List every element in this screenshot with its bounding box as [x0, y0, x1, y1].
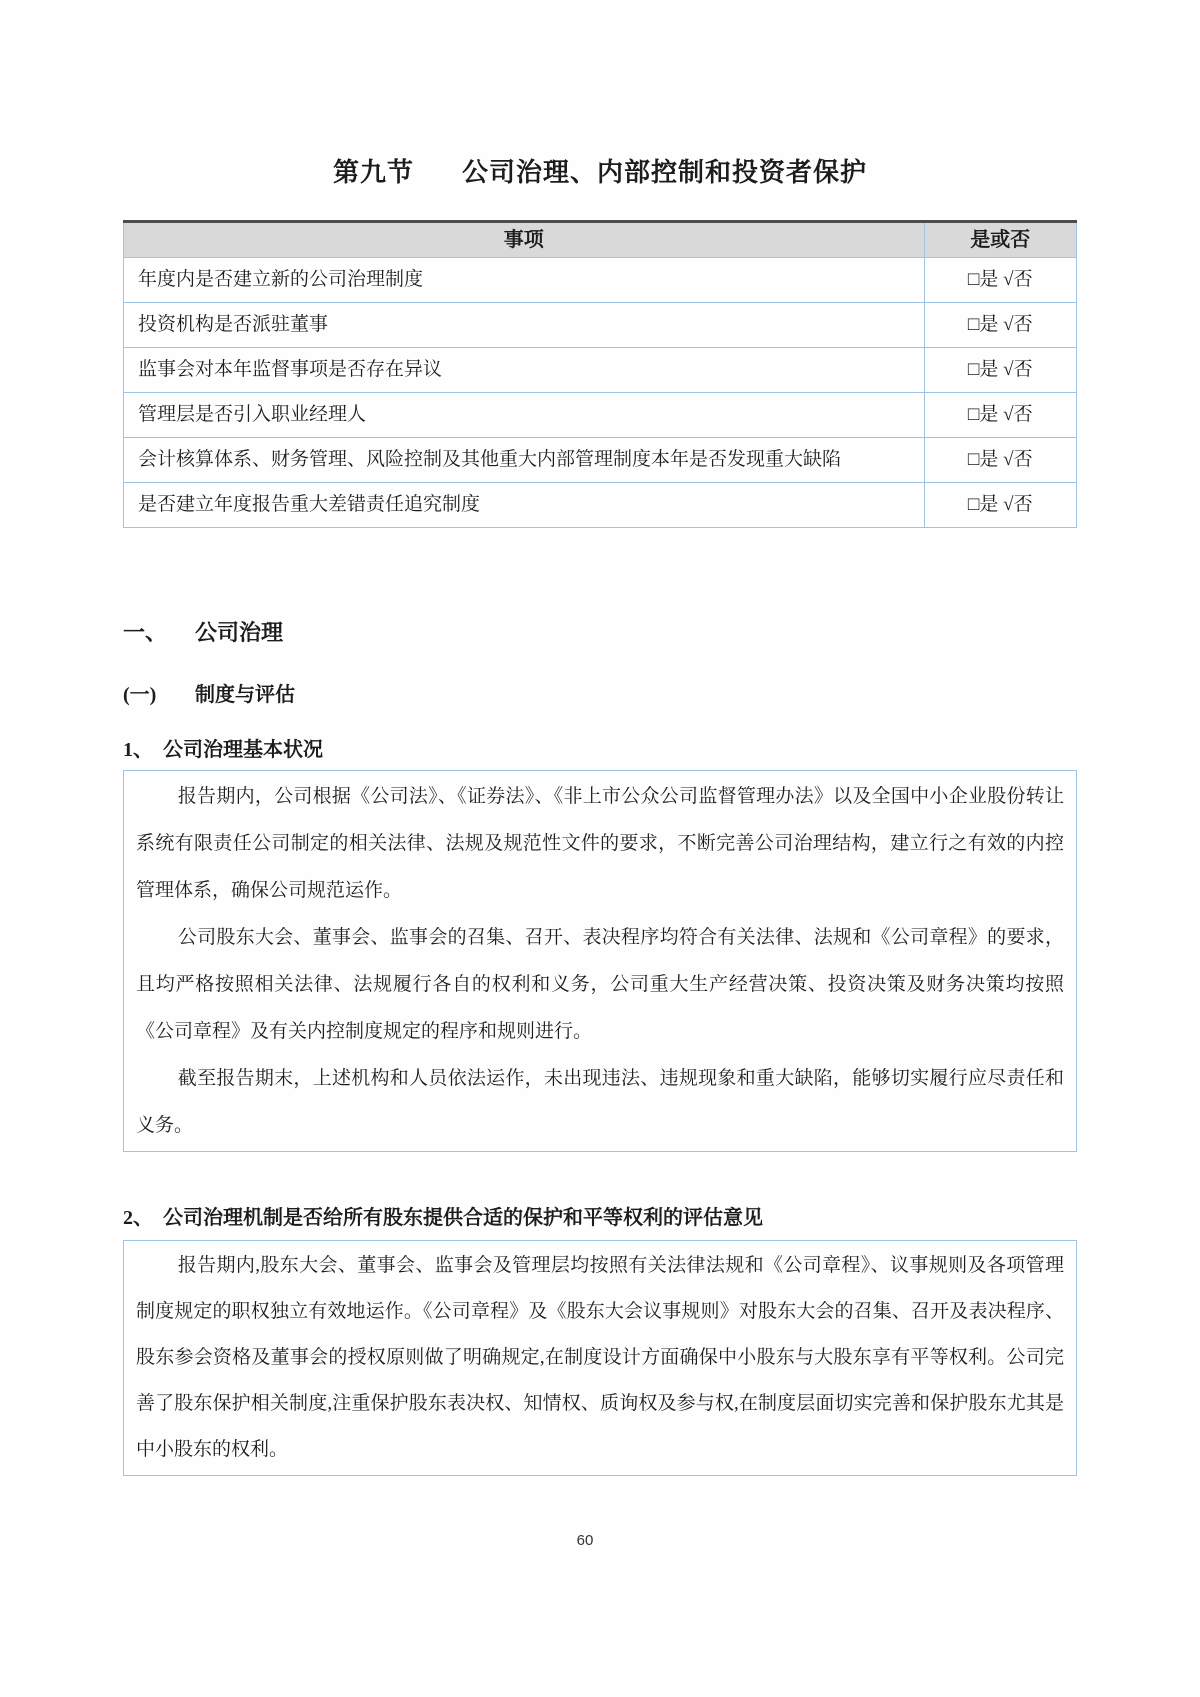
column-header-yesno: 是或否: [924, 222, 1076, 258]
paragraph: 公司股东大会、董事会、监事会的召集、召开、表决程序均符合有关法律、法规和《公司章程》的要求，且均严格按照相关法律、法规履行各自的权利和义务，公司重大生产经营决策、投资决策及财务决策均按照《公司章程》及有关内控制度规定的程序和规则进行。: [136, 927, 1064, 1042]
row-item-text: 监事会对本年监督事项是否存在异议: [124, 348, 925, 393]
row-item-text: 会计核算体系、财务管理、风险控制及其他重大内部管理制度本年是否发现重大缺陷: [124, 438, 925, 483]
table-row: [124, 483, 1077, 528]
section-heading-text: 公司治理: [195, 620, 284, 645]
column-header-item: 事项: [124, 222, 925, 258]
row-answer: □是 √否: [924, 438, 1076, 483]
table-row: [124, 393, 1077, 438]
subsection-heading-text: 制度与评估: [195, 684, 295, 706]
table-row: [124, 303, 1077, 348]
title-section-number: 第九节: [332, 157, 414, 187]
subsection-heading-system-evaluation: [123, 678, 1077, 707]
row-answer: □是 √否: [924, 483, 1076, 528]
table-row: [124, 258, 1077, 303]
paragraph: 截至报告期末，上述机构和人员依法运作，未出现违法、违规现象和重大缺陷，能够切实履行应尽责任和义务。: [136, 1068, 1064, 1136]
paragraph: 报告期内，公司根据《公司法》、《证券法》、《非上市公众公司监督管理办法》以及全国中小企业股份转让系统有限责任公司制定的相关法律、法规及规范性文件的要求，不断完善公司治理结构，建立行之有效的内控管理体系，确保公司规范运作。: [136, 786, 1064, 901]
item-heading-label: 2、: [123, 1207, 153, 1229]
item-heading-shareholder-protection: [123, 1201, 1077, 1230]
page-title: [123, 152, 1077, 189]
shareholder-protection-textbox: [123, 1240, 1077, 1476]
item-heading-governance-status: [123, 733, 1077, 762]
item-heading-label: 1、: [123, 739, 153, 761]
section-heading-label: 一、: [123, 620, 168, 645]
title-text: 公司治理、内部控制和投资者保护: [462, 157, 868, 187]
table-row: [124, 438, 1077, 483]
row-answer: □是 √否: [924, 258, 1076, 303]
row-answer: □是 √否: [924, 303, 1076, 348]
governance-checklist-table: [123, 220, 1077, 528]
item-heading-text: 公司治理基本状况: [163, 739, 323, 761]
row-item-text: 年度内是否建立新的公司治理制度: [124, 258, 925, 303]
table-row: [124, 348, 1077, 393]
row-answer: □是 √否: [924, 393, 1076, 438]
row-answer: □是 √否: [924, 348, 1076, 393]
page-number: 60: [576, 1532, 594, 1549]
item-heading-text: 公司治理机制是否给所有股东提供合适的保护和平等权利的评估意见: [163, 1207, 763, 1229]
subsection-heading-label: (一): [123, 684, 157, 706]
row-item-text: 是否建立年度报告重大差错责任追究制度: [124, 483, 925, 528]
row-item-text: 投资机构是否派驻董事: [124, 303, 925, 348]
paragraph: 报告期内,股东大会、董事会、监事会及管理层均按照有关法律法规和《公司章程》、议事规则及各项管理制度规定的职权独立有效地运作。《公司章程》及《股东大会议事规则》对股东大会的召集、召开及表决程序、股东参会资格及董事会的授权原则做了明确规定,在制度设计方面确保中小股东与大股东享有平等权利。公司完善了股东保护相关制度,注重保护股东表决权、知情权、质询权及参与权,在制度层面切实完善和保护股东尤其是中小股东的权利。: [136, 1255, 1064, 1460]
row-item-text: 管理层是否引入职业经理人: [124, 393, 925, 438]
table-header-row: [124, 222, 1077, 258]
governance-status-textbox: [123, 770, 1077, 1152]
section-heading-governance: [123, 616, 1077, 647]
